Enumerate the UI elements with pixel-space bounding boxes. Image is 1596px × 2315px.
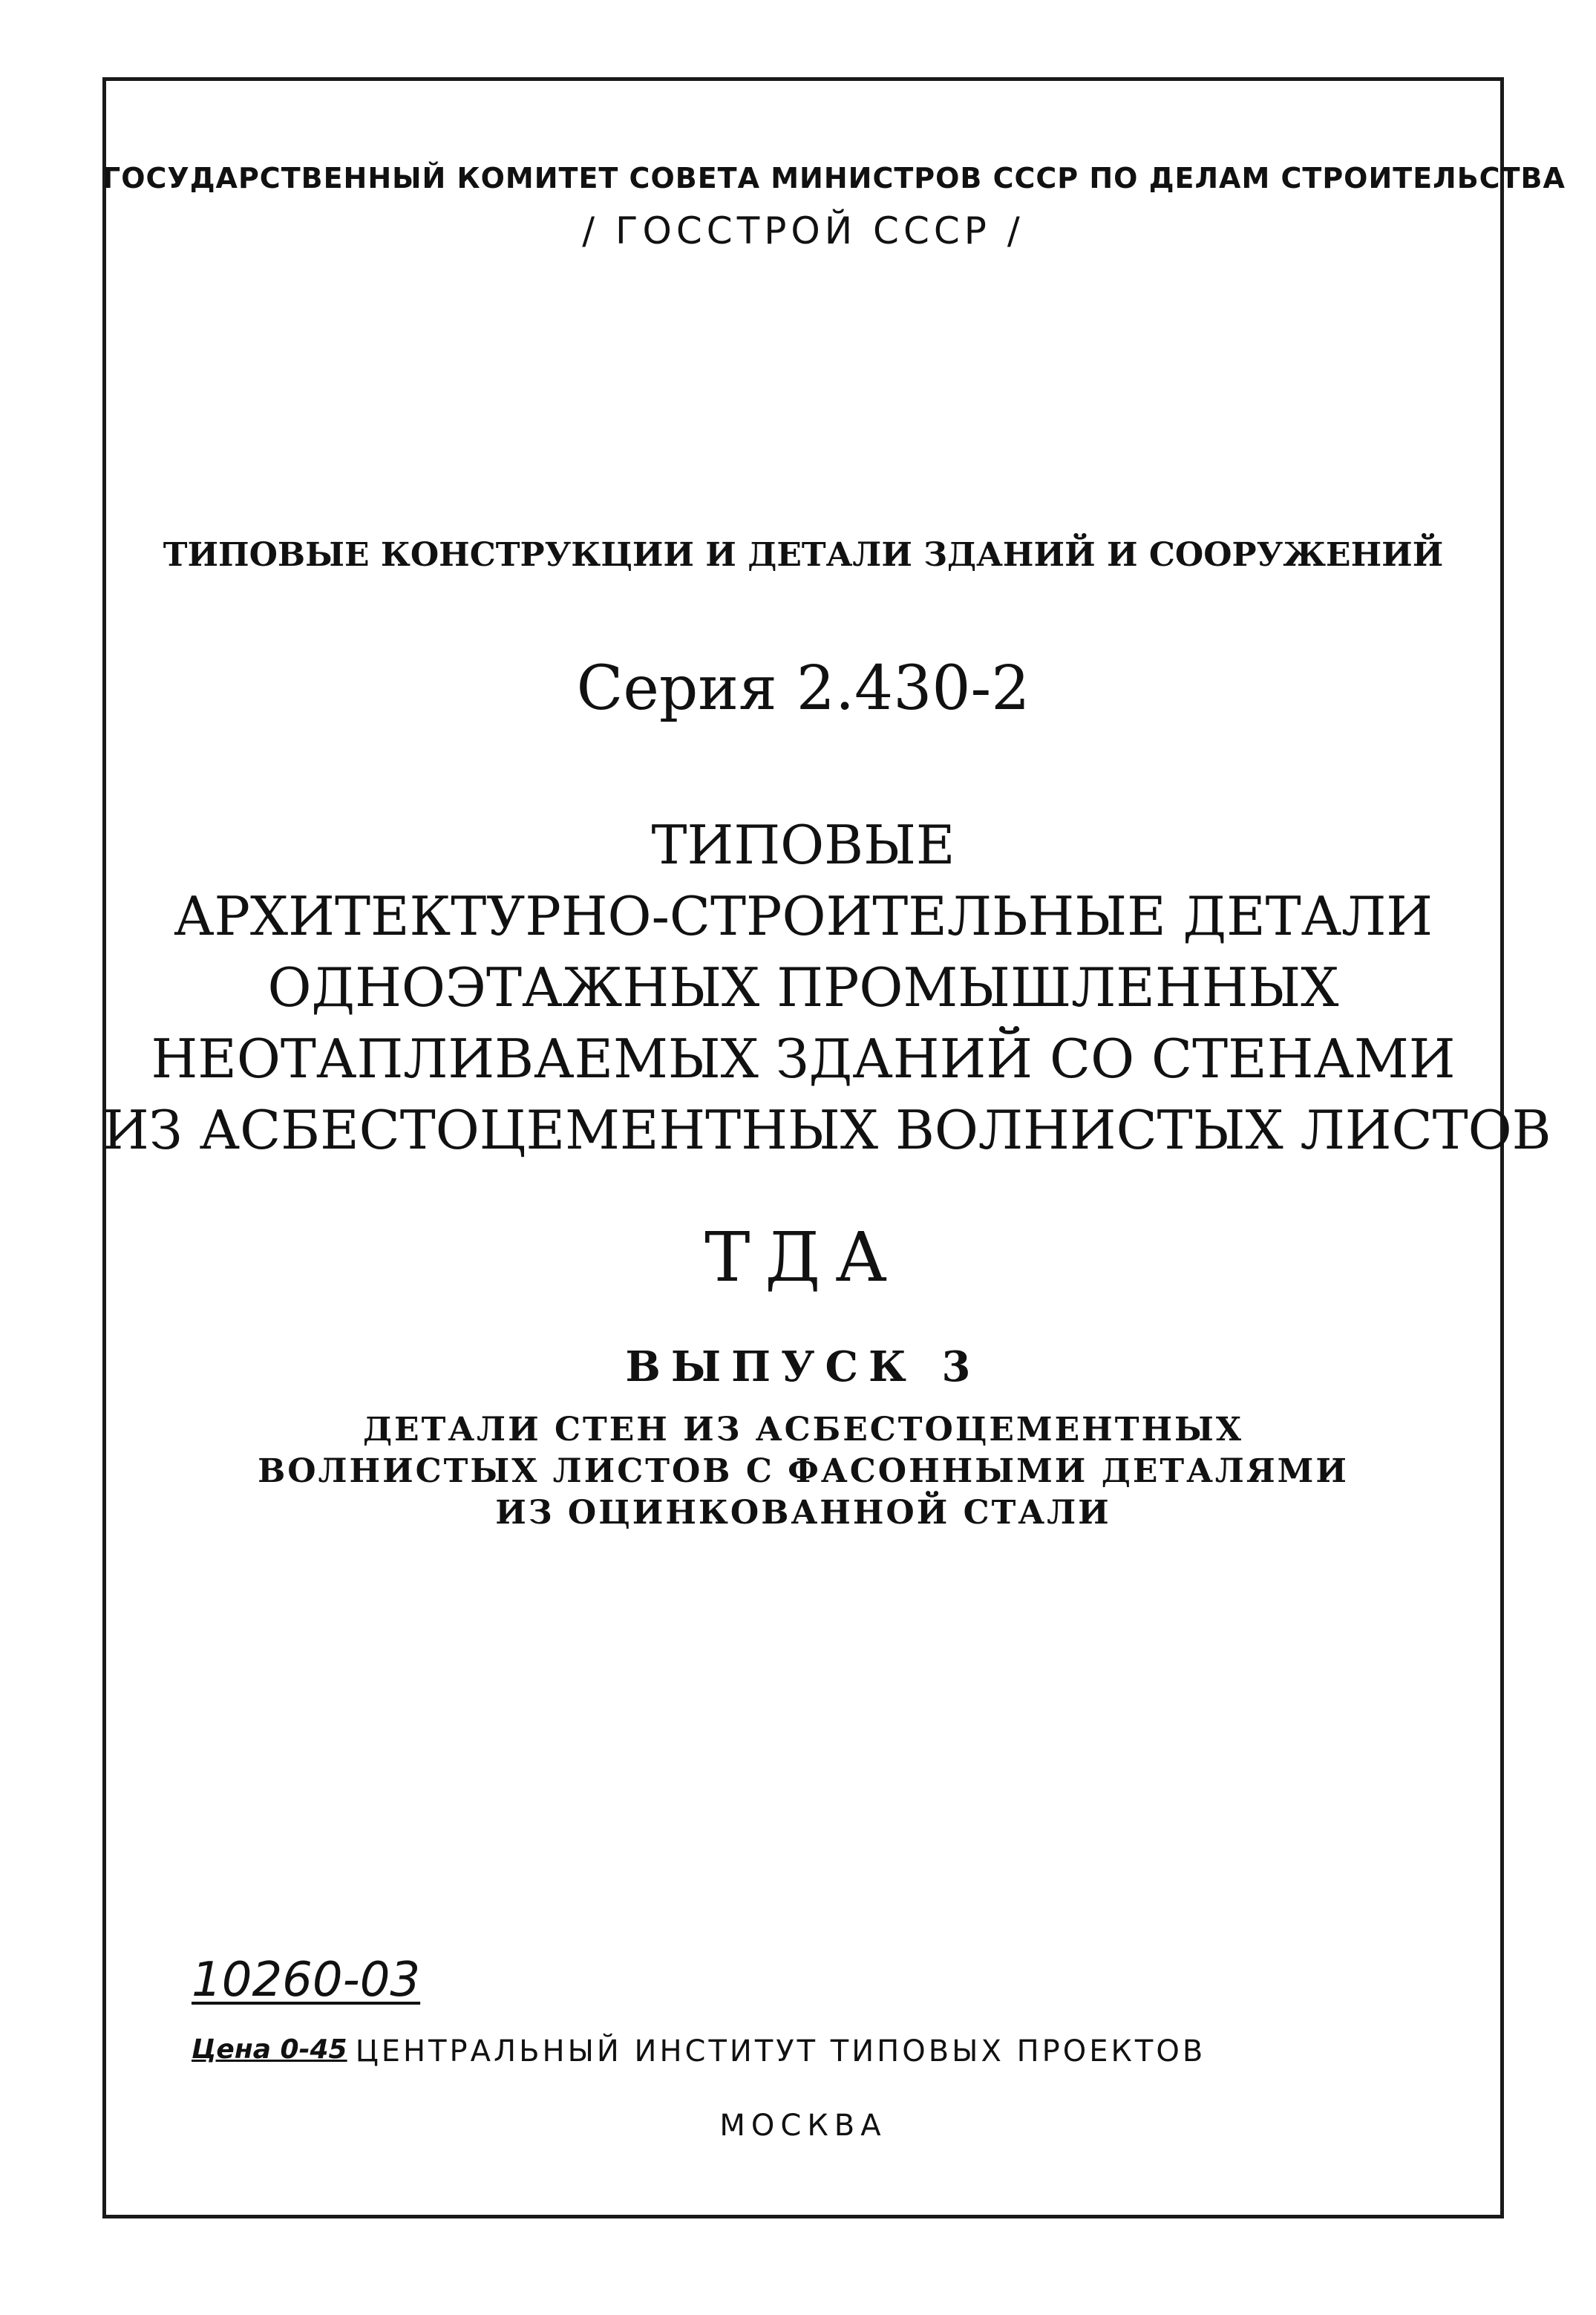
- series-number: Серия 2.430-2: [576, 653, 1030, 724]
- title-line: НЕОТАПЛИВАЕМЫХ ЗДАНИЙ СО СТЕНАМИ: [151, 1028, 1456, 1090]
- subtitle-line: ДЕТАЛИ СТЕН ИЗ АСБЕСТОЦЕМЕНТНЫХ: [362, 1411, 1244, 1449]
- document-title: [102, 809, 1551, 1166]
- gosstroy-label: / ГОССТРОЙ СССР /: [582, 209, 1024, 252]
- committee-name: ГОСУДАРСТВЕННЫЙ КОМИТЕТ СОВЕТА МИНИСТРОВ СССР ПО ДЕЛАМ СТРОИТЕЛЬСТВА: [102, 162, 1566, 195]
- title-line: ТИПОВЫЕ: [651, 814, 955, 876]
- subtitle-line: ВОЛНИСТЫХ ЛИСТОВ С ФАСОННЫМИ ДЕТАЛЯМИ: [258, 1452, 1349, 1490]
- price-label: Цена 0-45: [192, 2034, 347, 2065]
- title-line: ОДНОЭТАЖНЫХ ПРОМЫШЛЕННЫХ: [267, 956, 1339, 1019]
- city-name: МОСКВА: [719, 2109, 887, 2143]
- title-line: ИЗ АСБЕСТОЦЕМЕНТНЫХ ВОЛНИСТЫХ ЛИСТОВ: [102, 1099, 1551, 1161]
- issue-subtitle: [102, 1409, 1504, 1534]
- publisher-line: [192, 2034, 1206, 2069]
- institute-name: ЦЕНТРАЛЬНЫЙ ИНСТИТУТ ТИПОВЫХ ПРОЕКТОВ: [355, 2034, 1206, 2069]
- subtitle-line: ИЗ ОЦИНКОВАННОЙ СТАЛИ: [495, 1494, 1111, 1532]
- abbreviation: ТДА: [704, 1218, 902, 1297]
- series-header: ТИПОВЫЕ КОНСТРУКЦИИ И ДЕТАЛИ ЗДАНИЙ И СООРУЖЕНИЙ: [163, 536, 1444, 574]
- title-line: АРХИТЕКТУРНО-СТРОИТЕЛЬНЫЕ ДЕТАЛИ: [173, 885, 1433, 947]
- document-code: 10260-03: [192, 1953, 421, 2008]
- issue-number: ВЫПУСК 3: [625, 1342, 981, 1391]
